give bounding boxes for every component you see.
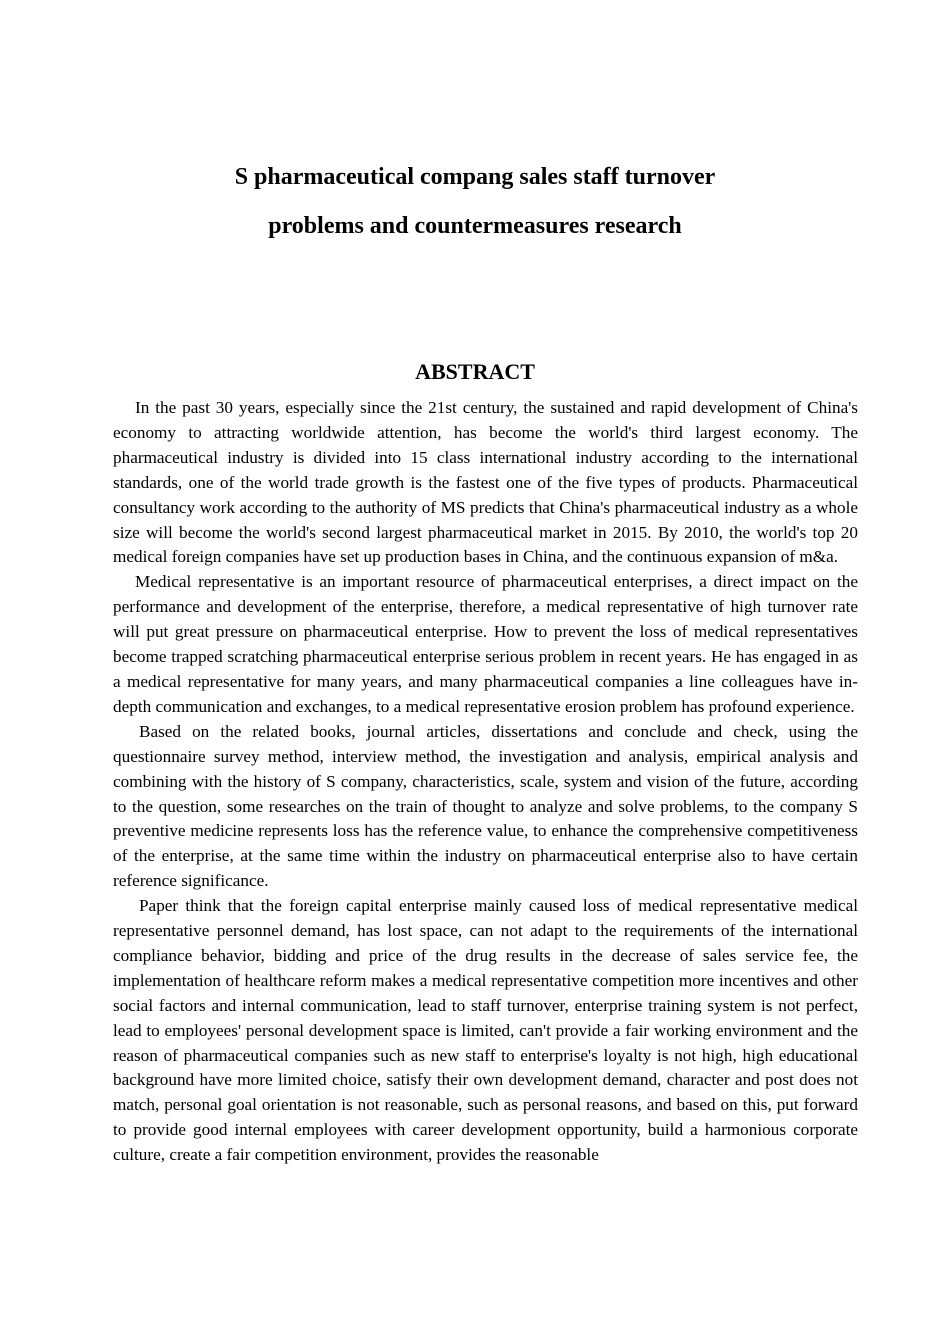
abstract-paragraph: In the past 30 years, especially since the 21st century, the sustained and rapid development of China's economy to attracting worldwide attention, has become the world's third largest economy. The pharmaceutical industry is divided into 15 class international industry according to the international standards, one of the world trade growth is the fastest one of the five types of products. Pharmaceutical consultancy work according to the authority of MS predicts that China's pharmaceutical industry as a whole size will become the world's second largest pharmaceutical market in 2015. By 2010, the world's top 20 medical foreign companies have set up production bases in China, and the continuous expansion of m&a.	[113, 398, 858, 567]
abstract-paragraph: Based on the related books, journal articles, dissertations and conclude and check, using the questionnaire survey method, interview method, the investigation and analysis, empirical analysis and combining with the history of S company, characteristics, scale, system and vision of the future, according to the question, some researches on the train of thought to analyze and solve problems, to the company S preventive medicine represents loss has the reference value, to enhance the comprehensive competitiveness of the enterprise, at the same time within the industry on pharmaceutical enterprise also to have certain reference significance.	[113, 721, 858, 891]
paper-title	[0, 153, 950, 251]
abstract-body	[113, 396, 858, 1168]
abstract-paragraph: Medical representative is an important resource of pharmaceutical enterprises, a direct impact on the performance and development of the enterprise, therefore, a medical representative of high turnover rate will put great pressure on pharmaceutical enterprise. How to prevent the loss of medical representatives become trapped scratching pharmaceutical enterprise serious problem in recent years. He has engaged in as a medical representative for many years, and many pharmaceutical companies a line colleagues have in-depth communication and exchanges, to a medical representative erosion problem has profound experience.	[113, 572, 858, 716]
title-line-2: problems and countermeasures research	[268, 213, 682, 239]
title-line-1: S pharmaceutical compang sales staff turnover	[234, 164, 716, 190]
abstract-paragraph: Paper think that the foreign capital enterprise mainly caused loss of medical representative medical representative personnel demand, has lost space, can not adapt to the requirements of the international compliance behavior, bidding and price of the drug results in the decrease of sales service fee, the implementation of healthcare reform makes a medical representative competition more incentives and other social factors and internal communication, lead to staff turnover, enterprise training system is not perfect, lead to employees' personal development space is limited, can't provide a fair working environment and the reason of pharmaceutical companies such as new staff to enterprise's loyalty is not high, high educational background have more limited choice, satisfy their own development demand, character and post does not match, personal goal orientation is not reasonable, such as personal reasons, and based on this, put forward to provide good internal employees with career development opportunity, build a harmonious corporate culture, create a fair competition environment, provides the reasonable	[113, 896, 858, 1165]
abstract-heading: ABSTRACT	[415, 359, 535, 384]
